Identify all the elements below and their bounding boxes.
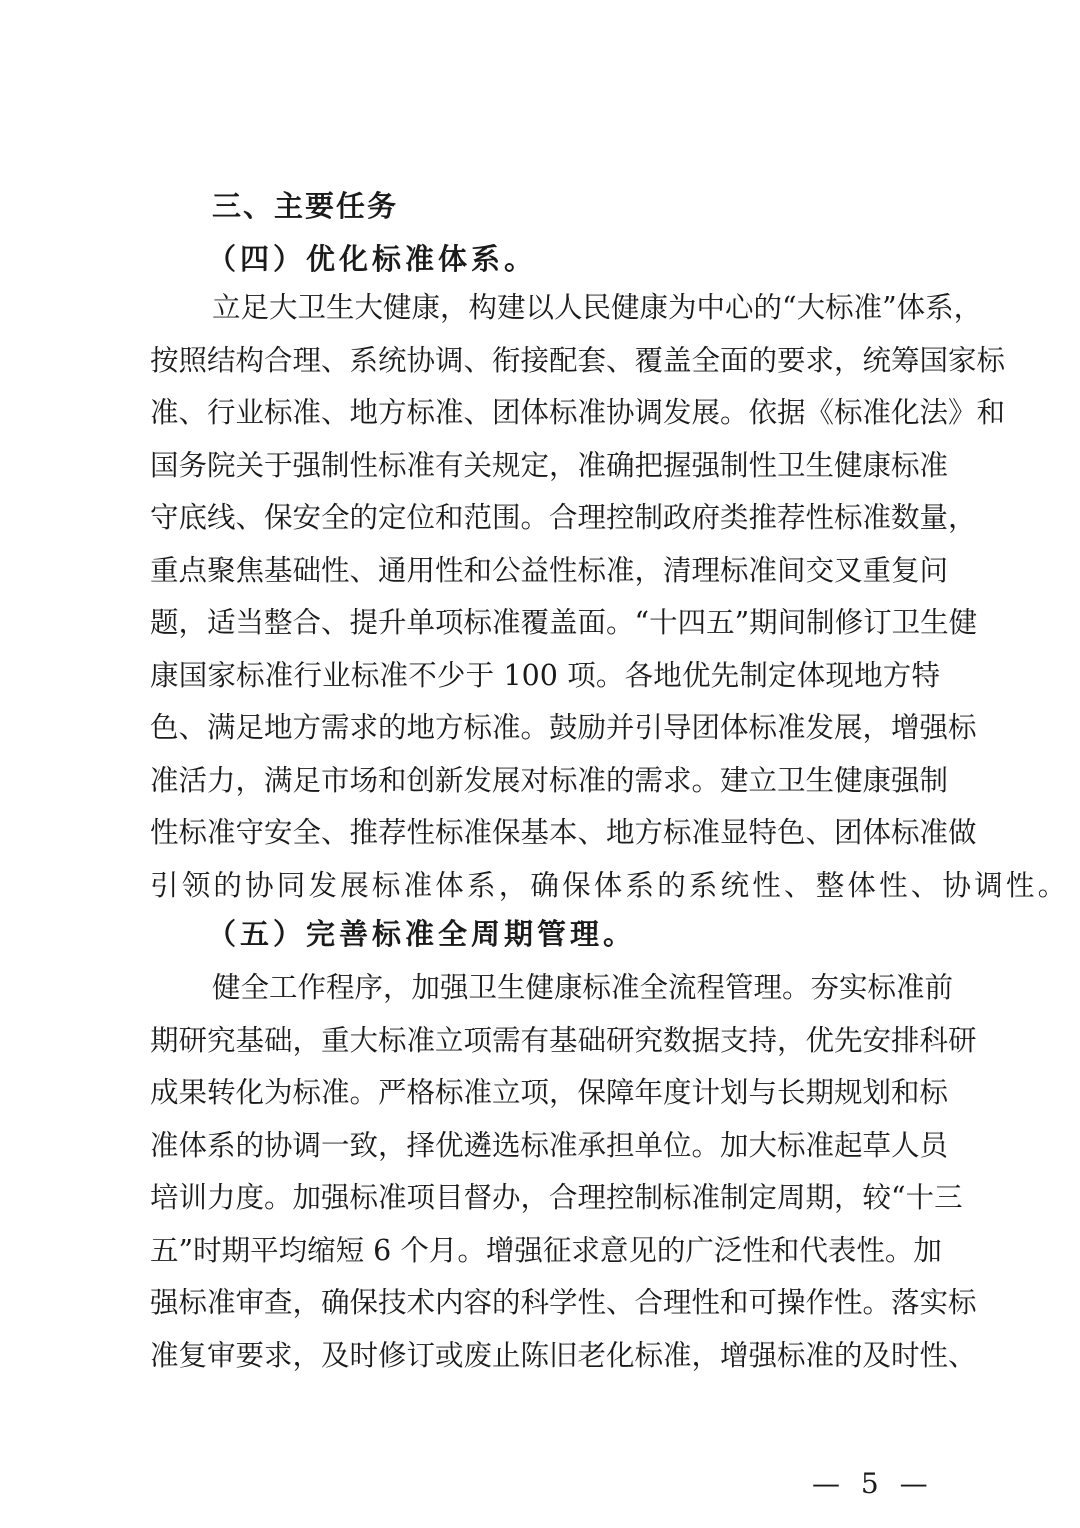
paragraph-line: 按照结构合理、系统协调、衔接配套、覆盖全面的要求，统筹国家标	[150, 343, 1006, 377]
paragraph-line: 国务院关于强制性标准有关规定，准确把握强制性卫生健康标准	[150, 448, 949, 482]
paragraph-line: 重点聚焦基础性、通用性和公益性标准，清理标准间交叉重复问	[150, 553, 949, 587]
paragraph-line: 立足大卫生大健康，构建以人民健康为中心的“大标准”体系，	[212, 291, 983, 324]
paragraph-line: 准体系的协调一致，择优遴选标准承担单位。加大标准起草人员	[150, 1128, 949, 1162]
paragraph-line: 准复审要求，及时修订或废止陈旧老化标准，增强标准的及时性、	[150, 1338, 977, 1372]
paragraph-line: 培训力度。加强标准项目督办，合理控制标准制定周期，较“十三	[150, 1181, 963, 1214]
paragraph-line: 准活力，满足市场和创新发展对标准的需求。建立卫生健康强制	[150, 763, 949, 797]
paragraph-line: 康国家标准行业标准不少于 100 项。各地优先制定体现地方特	[150, 658, 940, 692]
paragraph-line: 色、满足地方需求的地方标准。鼓励并引导团体标准发展，增强标	[150, 711, 977, 744]
paragraph-line: 引领的协同发展标准体系，确保体系的系统性、整体性、协调性。	[150, 868, 1070, 902]
paragraph-line: 强标准审查，确保技术内容的科学性、合理性和可操作性。落实标	[150, 1286, 977, 1319]
paragraph-line: 成果转化为标准。严格标准立项，保障年度计划与长期规划和标	[150, 1076, 949, 1109]
paragraph-line: 五”时期平均缩短 6 个月。增强征求意见的广泛性和代表性。加	[150, 1233, 942, 1267]
paragraph-line: 性标准守安全、推荐性标准保基本、地方标准显特色、团体标准做	[150, 816, 977, 849]
paragraph-5	[150, 962, 977, 1382]
subsection-title-5: （五）完善标准全周期管理。	[207, 917, 637, 951]
subsection-title-4: （四）优化标准体系。	[207, 242, 538, 276]
page-number: — 5 —	[812, 1467, 934, 1500]
paragraph-4	[150, 282, 1070, 912]
section-heading: 三、主要任务	[212, 189, 399, 223]
paragraph-line: 守底线、保安全的定位和范围。合理控制政府类推荐性标准数量，	[150, 501, 977, 534]
paragraph-line: 准、行业标准、地方标准、团体标准协调发展。依据《标准化法》和	[150, 396, 1006, 429]
paragraph-line: 健全工作程序，加强卫生健康标准全流程管理。夯实标准前	[212, 971, 954, 1004]
paragraph-line: 题，适当整合、提升单项标准覆盖面。“十四五”期间制修订卫生健	[150, 606, 978, 639]
paragraph-line: 期研究基础，重大标准立项需有基础研究数据支持，优先安排科研	[150, 1023, 977, 1057]
